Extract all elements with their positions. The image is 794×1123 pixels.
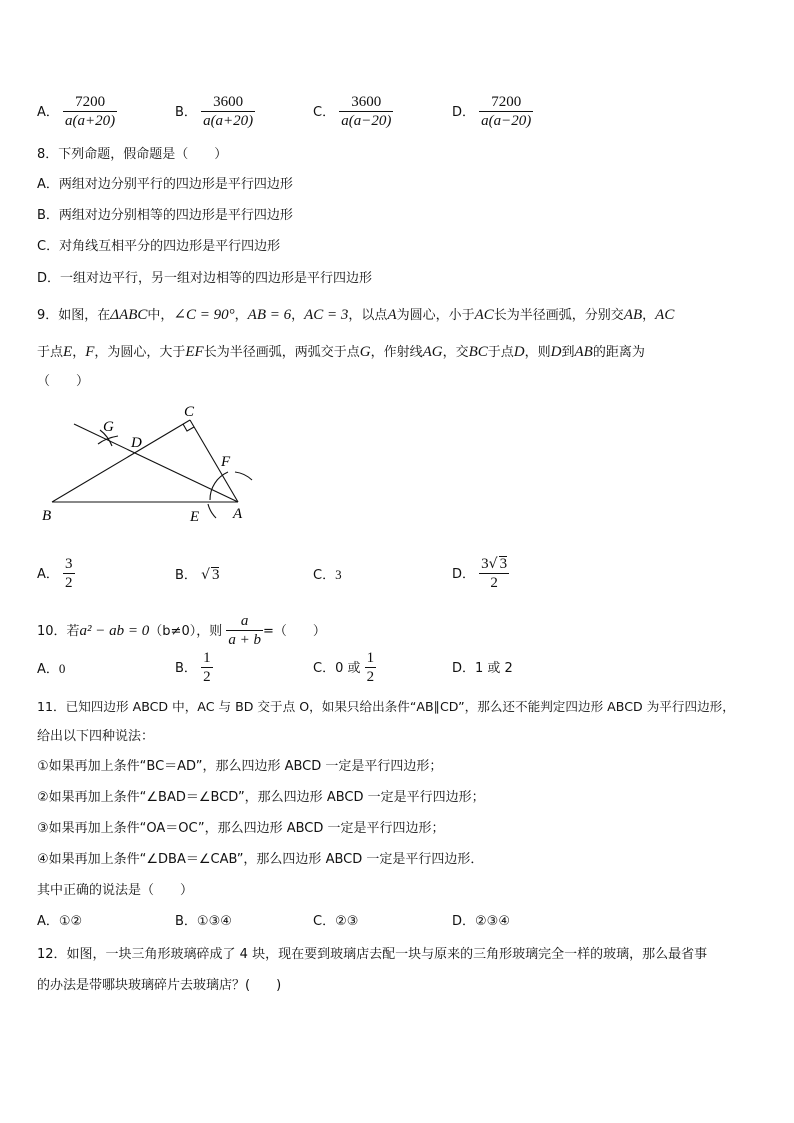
q9-stem-line2: 于点E，F，为圆心，大于EF长为半径画弧，两弧交于点G，作射线AG，交BC于点D，则D到AB的距离为: [37, 344, 645, 360]
q11-stem-line1: 11．已知四边形 ABCD 中，AC 与 BD 交于点 O，如果只给出条件“AB∥CD”，那么还不能判定四边形 ABCD 为平行四边形，: [37, 699, 735, 714]
segment-bc: [52, 420, 190, 502]
arc-ef-lower: [208, 504, 216, 518]
q7-option-c-fraction: $\frac{3600}{a(a-20)}$: [341, 94, 392, 129]
segment-ca: [190, 420, 238, 502]
q11-option-d: D．②③④: [452, 914, 510, 929]
q11-item-1: ①如果再加上条件“BC＝AD”，那么四边形 ABCD 一定是平行四边形；: [37, 759, 443, 774]
q10-option-a: A．0: [37, 661, 66, 677]
q11-item-4: ④如果再加上条件“∠DBA＝∠CAB”，那么四边形 ABCD 一定是平行四边形．: [37, 852, 484, 867]
q8-option-d: D．一组对边平行，另一组对边相等的四边形是平行四边形: [37, 271, 373, 286]
q10-option-c: C．0 或 $\frac{1}{2}$: [313, 650, 375, 685]
q7-option-d-fraction: $\frac{7200}{a(a-20)}$: [481, 94, 532, 129]
label-b: B: [42, 508, 52, 524]
q9-option-c: C．3: [313, 567, 342, 583]
q8-stem: 8．下列命题，假命题是（ ）: [37, 147, 228, 162]
q9-option-a: A． $\frac{3}{2}$: [37, 556, 73, 591]
q10-stem: 10．若a² − ab = 0（b≠0），则 $\frac{a}{a + b}$ =（ ）: [37, 613, 326, 648]
q9-stem-line3: （ ）: [37, 374, 90, 389]
q12-stem-line2: 的办法是带哪块玻璃碎片去玻璃店？( ): [37, 978, 282, 993]
q12-stem-line1: 12．如图，一块三角形玻璃碎成了 4 块，现在要到玻璃店去配一块与原来的三角形玻璃完全一样的玻璃，那么最省事: [37, 947, 708, 962]
q9-triangle-figure: [40, 400, 260, 525]
sqrt-icon: √: [201, 567, 210, 583]
label-f: F: [221, 454, 231, 470]
q8-option-b: B．两组对边分别相等的四边形是平行四边形: [37, 208, 293, 223]
q7-option-d: D． $\frac{7200}{a(a-20)}$: [452, 94, 532, 129]
sqrt-icon: √: [488, 556, 498, 572]
q9-option-b: B． √ 3: [175, 567, 220, 583]
q7-option-a-fraction: $\frac{7200}{a(a+20)}$: [65, 94, 116, 129]
q9-option-d: D． $\frac{3√ 3}{2}$: [452, 556, 508, 591]
q9-option-d-fraction: $\frac{3√ 3}{2}$: [481, 556, 508, 591]
label-e: E: [190, 509, 200, 525]
q8-option-c: C．对角线互相平分的四边形是平行四边形: [37, 239, 281, 254]
q11-option-a: A．①②: [37, 914, 83, 929]
q10-fraction: $\frac{a}{a + b}$: [228, 613, 261, 648]
q9-stem-line1: 9．如图，在ΔABC中，∠C = 90°，AB = 6，AC = 3，以点A为圆心，小于AC长为半径画弧，分别交AB，AC: [37, 307, 675, 323]
ray-ag: [74, 424, 238, 502]
q10-option-c-fraction: $\frac{1}{2}$: [366, 650, 375, 685]
label-c: C: [184, 404, 195, 420]
q9-option-a-fraction: $\frac{3}{2}$: [65, 556, 73, 591]
q11-option-c: C．②③: [313, 914, 359, 929]
label-g: G: [103, 419, 114, 435]
arc-f-small: [235, 472, 252, 480]
q11-option-b: B．①③④: [175, 914, 232, 929]
q7-option-b-fraction: $\frac{3600}{a(a+20)}$: [203, 94, 254, 129]
q7-option-b: B． $\frac{3600}{a(a+20)}$: [175, 94, 254, 129]
q11-item-2: ②如果再加上条件“∠BAD＝∠BCD”，那么四边形 ABCD 一定是平行四边形；: [37, 790, 485, 805]
q11-question: 其中正确的说法是（ ）: [37, 883, 194, 898]
q10-option-d: D．1 或 2: [452, 661, 513, 676]
q11-stem-line2: 给出以下四种说法：: [37, 729, 155, 744]
q7-option-a: A． $\frac{7200}{a(a+20)}$: [37, 94, 116, 129]
q8-option-a: A．两组对边分别平行的四边形是平行四边形: [37, 177, 293, 192]
label-d: D: [131, 435, 142, 451]
q11-item-3: ③如果再加上条件“OA＝OC”，那么四边形 ABCD 一定是平行四边形；: [37, 821, 445, 836]
q7-option-c: C． $\frac{3600}{a(a-20)}$: [313, 94, 392, 129]
q10-option-b: B． $\frac{1}{2}$: [175, 650, 211, 685]
label-a: A: [233, 506, 243, 522]
q10-option-b-fraction: $\frac{1}{2}$: [203, 650, 211, 685]
